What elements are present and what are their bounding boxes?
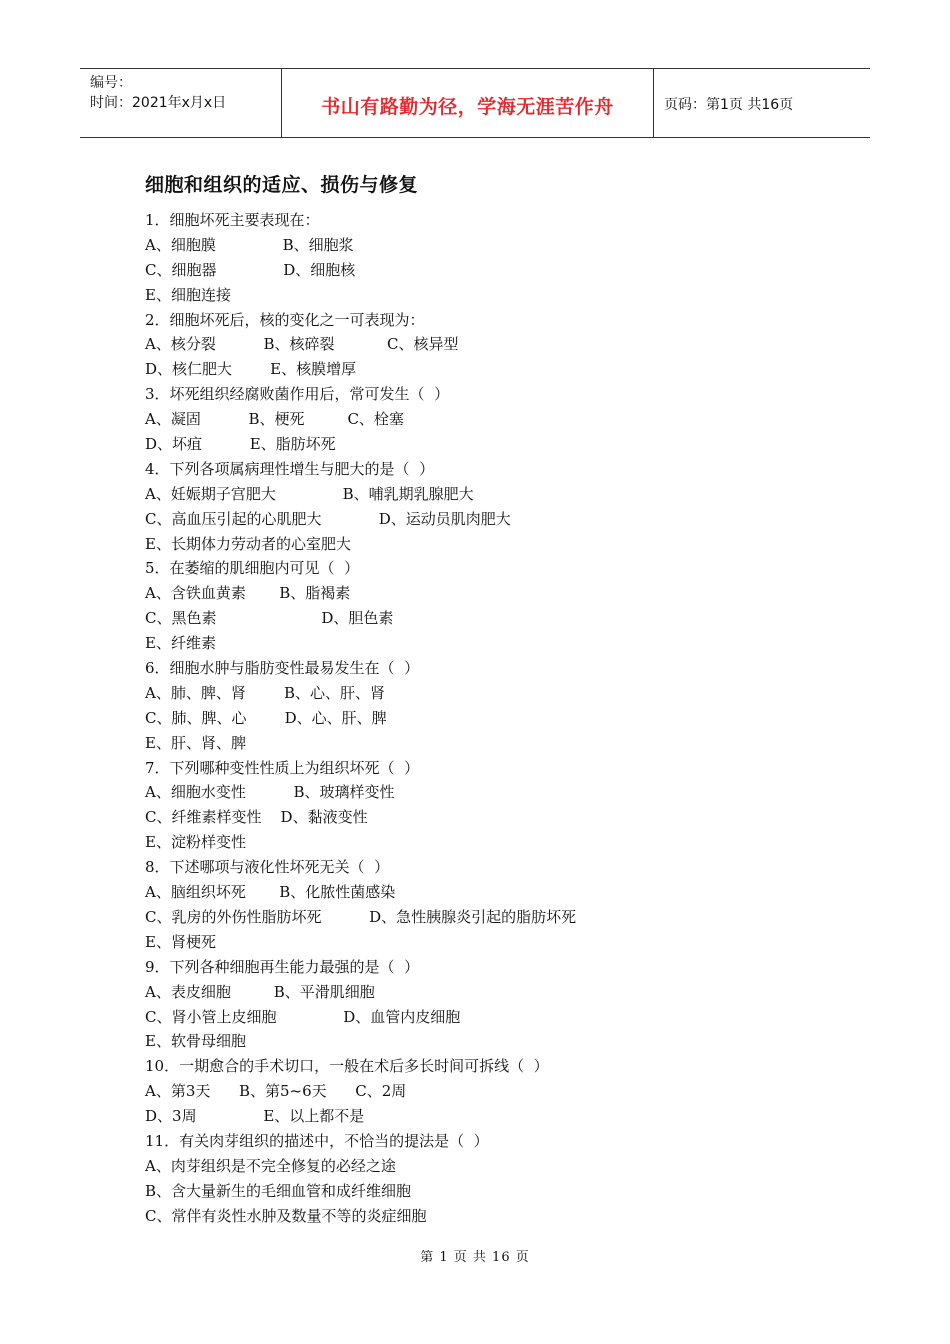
text-line: 1．细胞坏死主要表现在： xyxy=(145,211,320,229)
number-label: 编号： xyxy=(90,75,132,91)
header-motto-cell xyxy=(281,69,654,137)
text-line: A、妊娠期子宫肥大 B、哺乳期乳腺肥大 xyxy=(145,484,474,503)
text-line: 9．下列各种细胞再生能力最强的是（ ） xyxy=(145,957,420,976)
text-line: A、细胞水变性 B、玻璃样变性 xyxy=(145,783,395,802)
text-line: C、常伴有炎性水肿及数量不等的炎症细胞 xyxy=(145,1206,427,1225)
text-line: C、肺、脾、心 D、心、肝、脾 xyxy=(145,708,387,727)
text-line: C、乳房的外伤性脂肪坏死 D、急性胰腺炎引起的脂肪坏死 xyxy=(145,907,577,926)
text-line: A、肺、脾、肾 B、心、肝、肾 xyxy=(145,683,386,702)
text-line: E、肾梗死 xyxy=(145,932,216,951)
text-line: A、脑组织坏死 B、化脓性菌感染 xyxy=(145,883,396,902)
text-line: 3．坏死组织经腐败菌作用后，常可发生（ ） xyxy=(145,385,450,404)
text-line: 5．在萎缩的肌细胞内可见（ ） xyxy=(145,559,360,578)
text-line: C、黑色素 D、胆色素 xyxy=(145,609,394,628)
text-line: B、含大量新生的毛细血管和成纤维细胞 xyxy=(145,1181,412,1200)
question-list xyxy=(145,208,845,1229)
header-motto: 书山有路勤为径，学海无涯苦作舟 xyxy=(321,95,614,118)
text-line: A、第3天 B、第5~6天 C、2周 xyxy=(145,1082,407,1101)
text-line: A、细胞膜 B、细胞浆 xyxy=(145,235,354,254)
text-line: 4．下列各项属病理性增生与肥大的是（ ） xyxy=(145,459,435,478)
text-line: A、含铁血黄素 B、脂褐素 xyxy=(145,584,351,603)
text-line: E、淀粉样变性 xyxy=(145,833,246,852)
text-line: E、软骨母细胞 xyxy=(145,1032,246,1051)
page-footer: 第 1 页 共 16 页 xyxy=(420,1250,530,1265)
text-line: 7．下列哪种变性性质上为组织坏死（ ） xyxy=(145,758,420,777)
text-line: C、肾小管上皮细胞 D、血管内皮细胞 xyxy=(145,1007,461,1026)
text-line: E、肝、肾、脾 xyxy=(145,733,246,752)
date-label: 时间：2021年x月x日 xyxy=(90,95,227,111)
header-page-info: 页码：第1页 共16页 xyxy=(664,97,794,113)
document-title: 细胞和组织的适应、损伤与修复 xyxy=(145,174,419,196)
text-line: E、纤维素 xyxy=(145,634,216,653)
text-line: D、坏疽 E、脂肪坏死 xyxy=(145,435,336,454)
text-line: C、纤维素样变性 D、黏液变性 xyxy=(145,808,368,827)
text-line: A、凝固 B、梗死 C、栓塞 xyxy=(145,410,404,429)
text-line: 8．下述哪项与液化性坏死无关（ ） xyxy=(145,858,390,877)
text-line: D、3周 E、以上都不是 xyxy=(145,1107,365,1126)
text-line: C、细胞器 D、细胞核 xyxy=(145,260,356,279)
text-line: 2．细胞坏死后，核的变化之一可表现为： xyxy=(145,310,425,329)
text-line: A、表皮细胞 B、平滑肌细胞 xyxy=(145,982,375,1001)
text-line: E、细胞连接 xyxy=(145,285,231,304)
text-line: D、核仁肥大 E、核膜增厚 xyxy=(145,360,357,379)
header-meta xyxy=(80,69,281,137)
text-line: 6．细胞水肿与脂肪变性最易发生在（ ） xyxy=(145,659,420,678)
text-line: A、核分裂 B、核碎裂 C、核异型 xyxy=(145,335,459,354)
text-line: 11．有关肉芽组织的描述中，不恰当的提法是（ ） xyxy=(145,1131,489,1150)
text-line: 10．一期愈合的手术切口，一般在术后多长时间可拆线（ ） xyxy=(145,1057,549,1076)
text-line: A、肉芽组织是不完全修复的必经之途 xyxy=(145,1156,396,1175)
text-line: C、高血压引起的心肌肥大 D、运动员肌肉肥大 xyxy=(145,509,511,528)
text-line: E、长期体力劳动者的心室肥大 xyxy=(145,534,351,553)
page-header xyxy=(80,68,870,138)
